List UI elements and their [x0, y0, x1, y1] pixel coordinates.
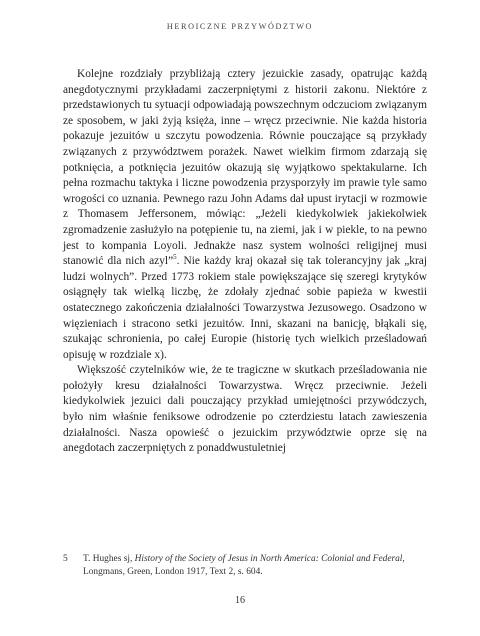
footnote-text — [83, 553, 427, 579]
running-head: HEROICZNE PRZYWÓDZTWO — [166, 22, 314, 31]
footnote-author: T. Hughes sj, — [83, 554, 133, 564]
body-text — [63, 67, 427, 457]
paragraph: Większość czytelników wie, że te tragiczne w skutkach prześladowania nie położyły kresu działalności Towarzystwa. Wręcz przeciwnie. Jeżeli kiedykolwiek jezuici dali pouczający przykład umiejętności przywódczych, było nim właśnie feniksowe odrodzenie po czterdziestu latach zawieszenia działalności. Nasza opowieść o jezuickim przywództwie oprze się na anegdotach zaczerpniętych z ponaddwustuletniej — [63, 364, 427, 455]
paragraph — [63, 67, 427, 363]
footnote-publication: Longmans, Green, London 1917, Text 2, s. 604. — [83, 567, 263, 577]
page-number: 16 — [235, 595, 245, 606]
footnote-title: History of the Society of Jesus in North America: Colonial and Federal, — [134, 554, 405, 564]
paragraph-text: . Nie każdy kraj okazał się tak tolerancyjny jak „kraj ludzi wolnych”. Przed 1773 rokiem stale powiększające się szeregi krytyków osiągnęły tak wielką liczbę, że zdołały zjednać sobie papieża w kwestii ostatecznego zakończenia działalności Towarzystwa Jezusowego. Osadzono w więzieniach i stracono setki jezuitów. Inni, skazani na banicję, błąkali się, szukając schronienia, po całej Europie (historię tych wielkich prześladowań opisuję w rozdziale x). — [63, 255, 428, 361]
paragraph-text: Kolejne rozdziały przybliżają cztery jezuickie zasady, opatrując każdą anegdotycznymi przykładami zaczerpniętymi z historii zakonu. Niektóre z przedstawionych tu sytuacji odpowiadają powszechnym odczuciom związanym ze sposobem, w jaki żyją księża, inne – wręcz przeciwnie. Nie każda historia pokazuje jezuitów u szczytu powodzenia. Równie pouczające są przykłady związanych z przywództwem porażek. Nawet wielkim firmom zdarzają się potknięcia, a potknięcia jezuitów okazują się wyjątkowo spektakularne. Ich pełna rozmachu taktyka i liczne powodzenia przysporzyły im prawie tyle samo wrogości co uznania. Pewnego razu John Adams dał upust irytacji w rozmowie z Thomasem Jeffersonem, mówiąc: „Jeżeli kiedykolwiek jakiekolwiek zgromadzenie zasłużyło na potępienie tu, na ziemi, jak i w piekle, to na pewno jest to kompania Loyoli. Jednakże nasz system wolności religijnej musi stanowić dla nich azyl” — [63, 68, 427, 268]
footnote-reference: 5 — [173, 253, 177, 262]
footnote — [63, 553, 427, 579]
footnote-number: 5 — [63, 554, 68, 564]
